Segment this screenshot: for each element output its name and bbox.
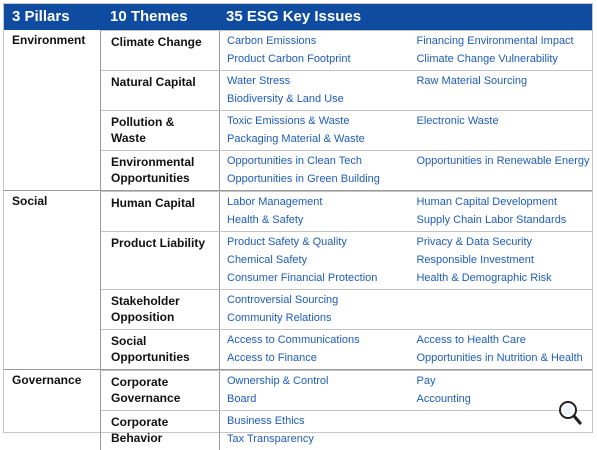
theme-name: Product Liability	[111, 236, 206, 250]
issue-row	[220, 372, 592, 390]
issue-list	[219, 111, 592, 150]
key-issue: Business Ethics	[227, 415, 305, 427]
issue-row	[220, 390, 592, 408]
theme-name: Climate Change	[111, 35, 202, 49]
pillar-name: Environment	[12, 33, 86, 47]
key-issue	[409, 130, 592, 148]
issue-row	[220, 211, 592, 229]
key-issue: Pay	[416, 375, 436, 387]
theme-name: Social Opportunities	[111, 334, 190, 364]
key-issue	[409, 90, 592, 108]
key-issue: Climate Change Vulnerability	[416, 53, 558, 65]
theme-name: Corporate Behavior	[111, 415, 169, 445]
key-issue: Health & Safety	[227, 214, 304, 226]
key-issue: Access to Health Care	[416, 334, 526, 346]
theme-name: Pollution & Waste	[111, 115, 175, 145]
pillar-name: Governance	[12, 373, 82, 387]
key-issue: Toxic Emissions & Waste	[227, 115, 350, 127]
theme-name: Environmental Opportunities	[111, 155, 195, 185]
pillar-section	[4, 191, 592, 370]
theme-name: Stakeholder Opposition	[111, 294, 180, 324]
theme-row	[100, 70, 592, 110]
theme-row	[100, 289, 592, 329]
issue-list	[219, 330, 592, 369]
issue-list	[219, 151, 592, 190]
key-issue: Community Relations	[227, 312, 332, 324]
key-issue: Packaging Material & Waste	[227, 133, 365, 145]
key-issue: Access to Communications	[227, 334, 360, 346]
key-issue: Opportunities in Clean Tech	[227, 155, 362, 167]
table-header	[4, 4, 592, 30]
key-issue: Opportunities in Green Building	[227, 173, 380, 185]
key-issue: Board	[227, 393, 257, 405]
pillar-name: Social	[12, 194, 48, 208]
esg-framework-table	[3, 3, 593, 445]
key-issue	[409, 291, 592, 309]
key-issue: Privacy & Data Security	[416, 236, 533, 248]
key-issue: Responsible Investment	[416, 254, 534, 266]
key-issue	[409, 430, 592, 448]
key-issue: Tax Transparency	[227, 433, 314, 445]
issue-row	[220, 349, 592, 367]
issue-list	[219, 290, 592, 329]
issue-list	[219, 411, 592, 450]
issue-row	[220, 152, 592, 170]
theme-row	[100, 329, 592, 369]
pillars-header: 3 Pillars	[12, 8, 70, 25]
issue-row	[220, 309, 592, 327]
key-issue: Ownership & Control	[227, 375, 329, 387]
theme-row	[100, 191, 592, 231]
table-body	[4, 30, 592, 450]
key-issue: Raw Material Sourcing	[416, 75, 528, 87]
key-issue: Product Safety & Quality	[227, 236, 347, 248]
issue-row	[220, 90, 592, 108]
key-issue	[409, 170, 592, 188]
issue-row	[220, 251, 592, 269]
key-issue: Health & Demographic Risk	[416, 272, 552, 284]
theme-row	[100, 30, 592, 70]
issue-row	[220, 269, 592, 287]
key-issue: Biodiversity & Land Use	[227, 93, 344, 105]
issue-list	[219, 71, 592, 110]
theme-name: Corporate Governance	[111, 375, 181, 405]
key-issue: Electronic Waste	[416, 115, 499, 127]
magnifier-icon[interactable]	[558, 400, 582, 426]
issue-list	[219, 371, 592, 410]
key-issue	[409, 309, 592, 327]
issue-row	[220, 412, 592, 430]
key-issue: Product Carbon Footprint	[227, 53, 351, 65]
key-issue: Labor Management	[227, 196, 323, 208]
theme-row	[100, 110, 592, 150]
key-issue: Access to Finance	[227, 352, 317, 364]
issue-row	[220, 32, 592, 50]
key-issue: Supply Chain Labor Standards	[416, 214, 567, 226]
issue-row	[220, 430, 592, 448]
key-issue: Financing Environmental Impact	[416, 35, 574, 47]
key-issue: Water Stress	[227, 75, 291, 87]
issue-row	[220, 170, 592, 188]
issues-header: 35 ESG Key Issues	[226, 8, 362, 25]
issue-row	[220, 50, 592, 68]
theme-name: Human Capital	[111, 196, 196, 210]
theme-name: Natural Capital	[111, 75, 196, 89]
key-issue: Controversial Sourcing	[227, 294, 339, 306]
issue-list	[219, 31, 592, 70]
key-issue: Chemical Safety	[227, 254, 308, 266]
key-issue: Consumer Financial Protection	[227, 272, 378, 284]
key-issue: Human Capital Development	[416, 196, 558, 208]
issue-row	[220, 233, 592, 251]
key-issue: Opportunities in Renewable Energy	[416, 155, 590, 167]
issue-row	[220, 193, 592, 211]
key-issue: Carbon Emissions	[227, 35, 317, 47]
issue-list	[219, 192, 592, 231]
issue-row	[220, 72, 592, 90]
issue-row	[220, 112, 592, 130]
key-issue: Accounting	[416, 393, 471, 405]
key-issue: Opportunities in Nutrition & Health	[416, 352, 583, 364]
issue-row	[220, 331, 592, 349]
theme-row	[100, 231, 592, 289]
pillar-section	[4, 30, 592, 191]
themes-header: 10 Themes	[110, 8, 188, 25]
theme-row	[100, 370, 592, 410]
issue-row	[220, 130, 592, 148]
theme-row	[100, 410, 592, 450]
pillar-section	[4, 370, 592, 450]
theme-row	[100, 150, 592, 190]
issue-list	[219, 232, 592, 289]
issue-row	[220, 291, 592, 309]
